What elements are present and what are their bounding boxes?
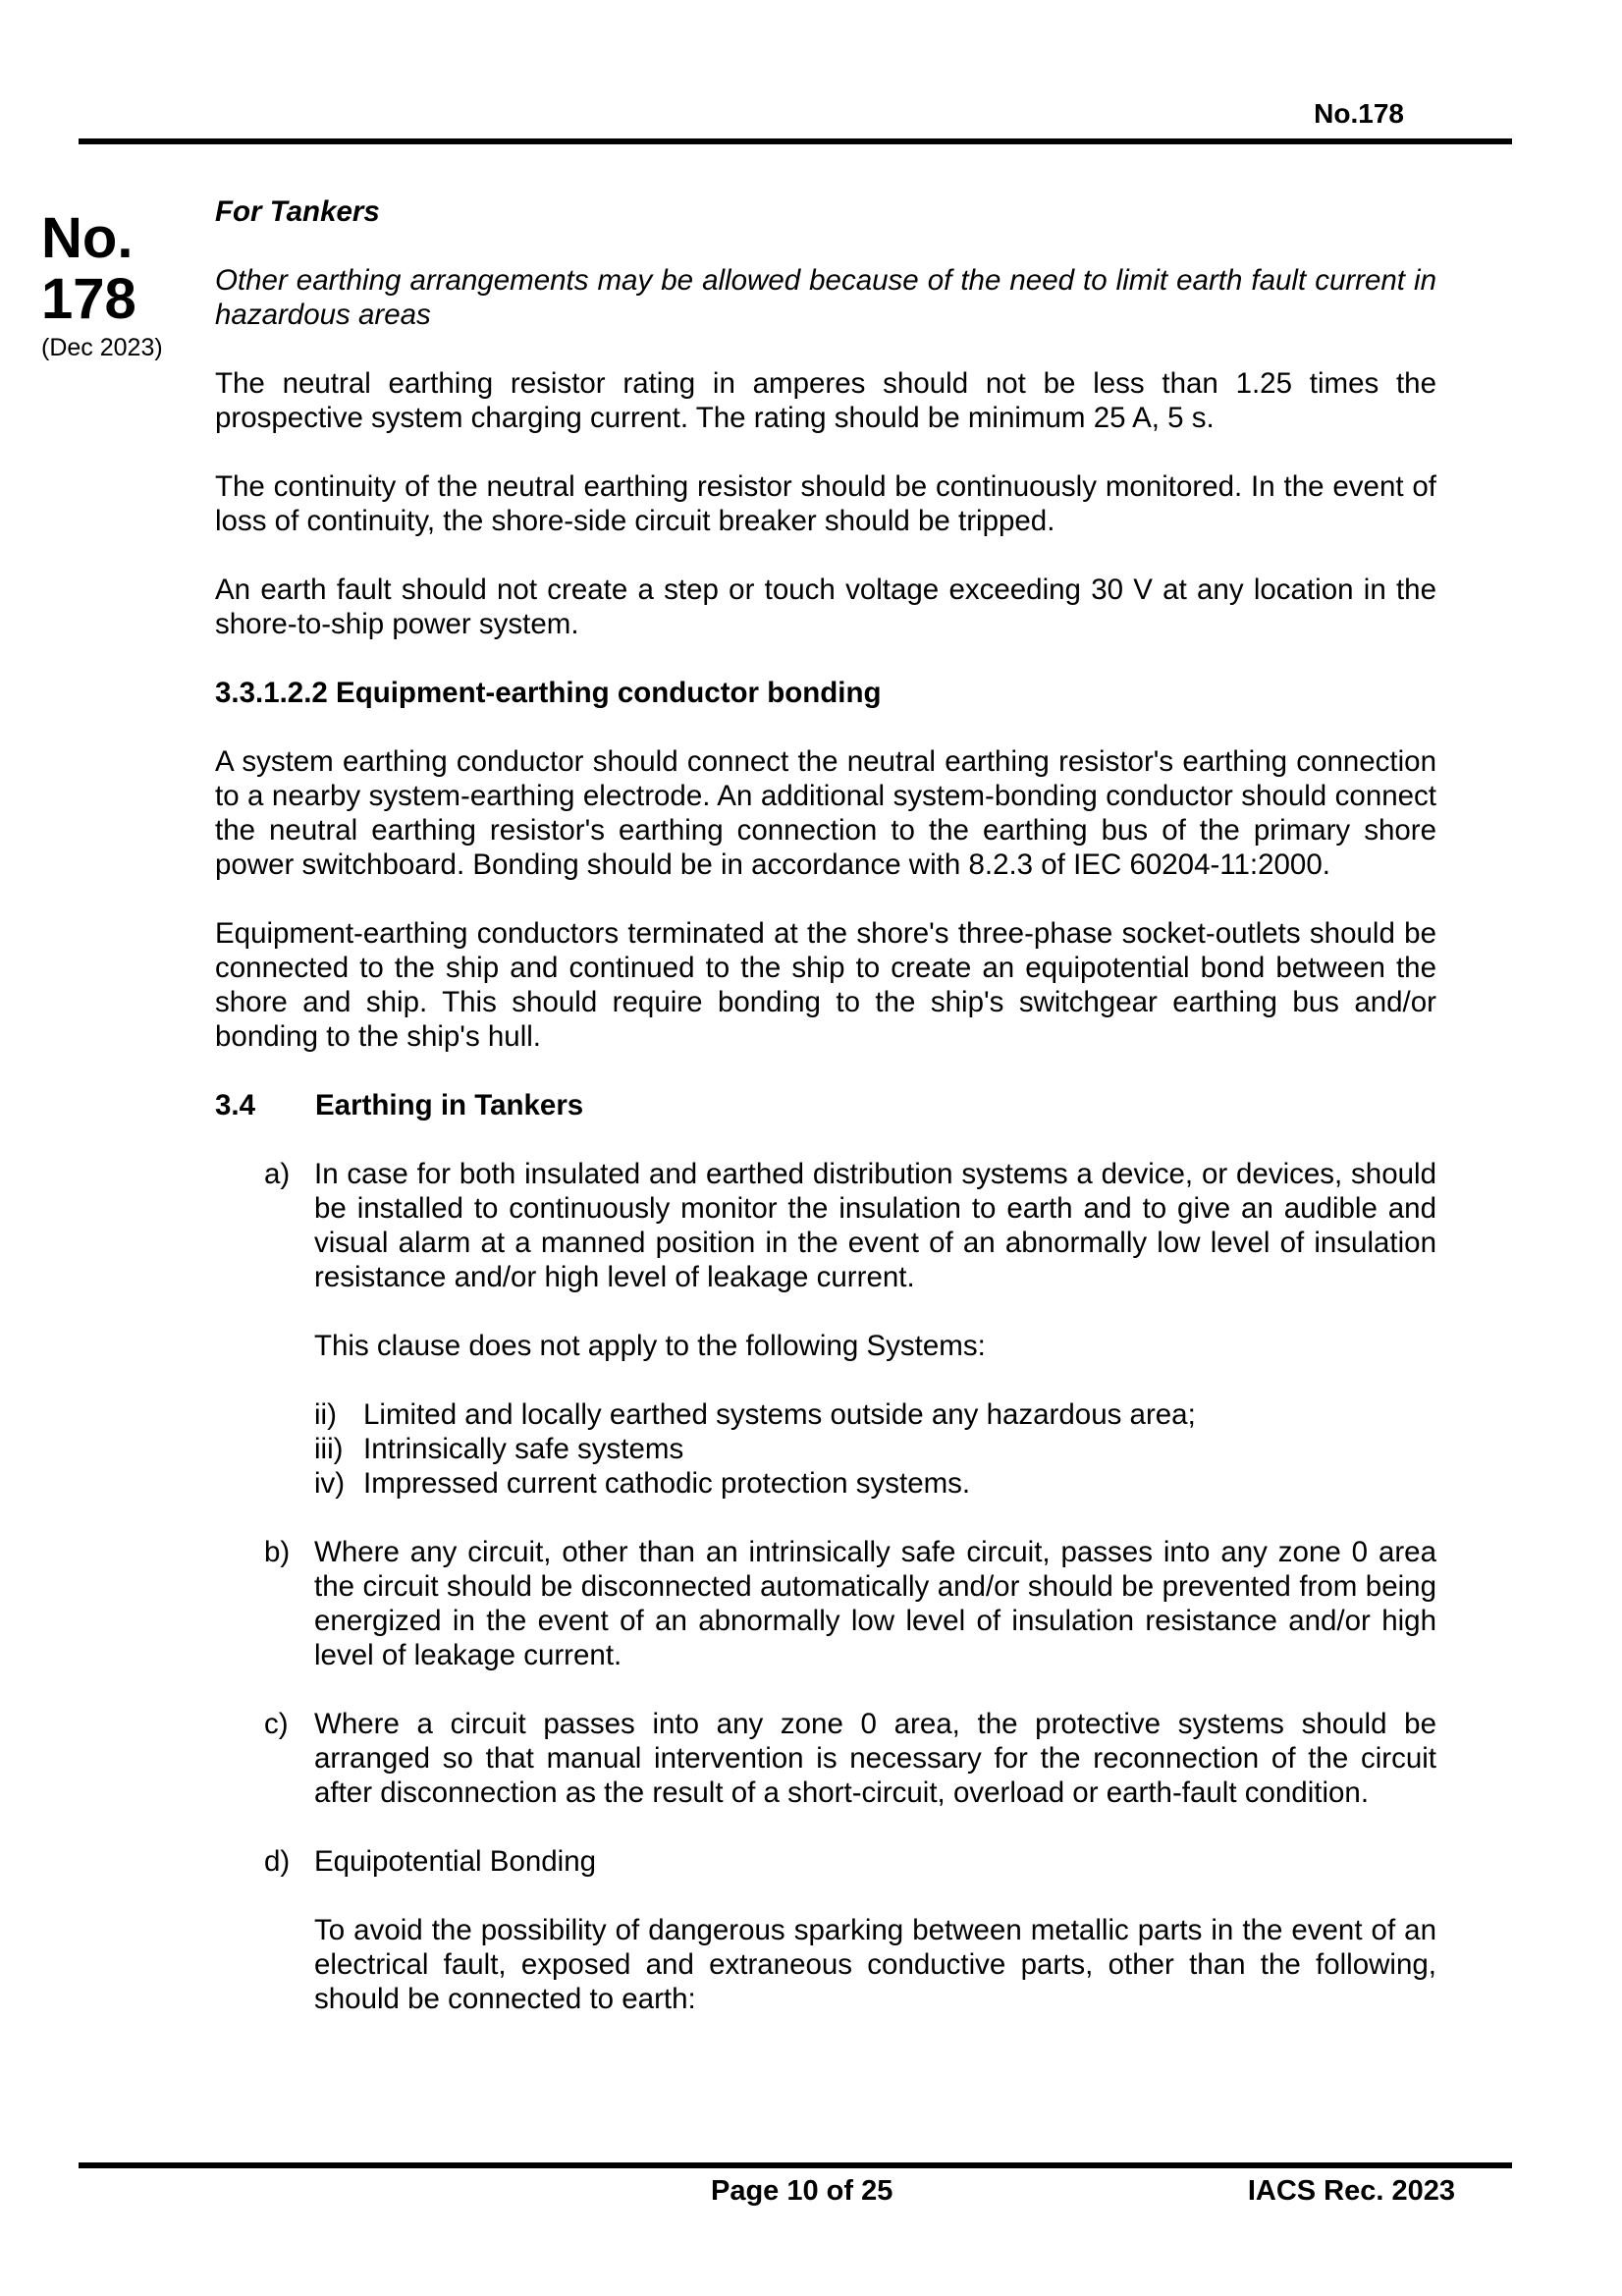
sub-item bbox=[314, 1397, 1436, 1432]
sub-item-marker: ii) bbox=[314, 1398, 337, 1431]
list-item-a bbox=[215, 1157, 1436, 1501]
document-body bbox=[215, 194, 1436, 2050]
sub-item-text: Intrinsically safe systems bbox=[363, 1433, 684, 1465]
section-number: 3.4 bbox=[215, 1089, 256, 1121]
sub-item-text: Limited and locally earthed systems outside any hazardous area; bbox=[363, 1398, 1196, 1431]
list-item-c bbox=[215, 1707, 1436, 1810]
sub-item-marker: iii) bbox=[314, 1433, 344, 1465]
paragraph-resistor-rating: The neutral earthing resistor rating in amperes should not be less than 1.25 times the prospective system charging current. The rating should be minimum 25 A, 5 s. bbox=[215, 367, 1436, 434]
list-item-text: Where any circuit, other than an intrinsically safe circuit, passes into any zone 0 area the circuit should be disconnected automatically and/or should be prevented from being energized in the event of an abnormally low level of insulation resistance and/or high level of leakage current. bbox=[314, 1536, 1436, 1671]
section-title: Earthing in Tankers bbox=[315, 1089, 584, 1121]
sidebar bbox=[41, 208, 163, 363]
requirements-list bbox=[215, 1157, 1436, 2016]
list-marker: b) bbox=[264, 1536, 291, 1568]
subheading-for-tankers: For Tankers bbox=[215, 195, 380, 228]
header-doc-number: No.178 bbox=[1314, 98, 1404, 129]
list-marker: d) bbox=[264, 1845, 291, 1878]
list-item-b bbox=[215, 1535, 1436, 1672]
paragraph-system-earthing: A system earthing conductor should connect the neutral earthing resistor's earthing connection to a nearby system-earthing electrode. An additional system-bonding conductor should connect the neutral earthing resistor's earthing connection to the earthing bus of the primary shore power switchboard. Bonding should be in accordance with 8.2.3 of IEC 60204-11:2000. bbox=[215, 745, 1436, 881]
header-rule bbox=[79, 138, 1512, 144]
paragraph-other-arrangements: Other earthing arrangements may be allowed because of the need to limit earth fault current in hazardous areas bbox=[215, 264, 1436, 331]
sub-item-text: Impressed current cathodic protection systems. bbox=[363, 1467, 971, 1500]
list-item-title: Equipotential Bonding bbox=[314, 1845, 597, 1878]
list-item-d bbox=[215, 1844, 1436, 2016]
sidebar-number: 178 bbox=[41, 267, 136, 331]
list-marker: c) bbox=[264, 1708, 289, 1740]
list-item-text: In case for both insulated and earthed distribution systems a device, or devices, should be installed to continuously monitor the insulation to earth and to give an audible and visual alarm at a manned position in the event of an abnormally low level of insulation resistance and/or high level of leakage current. bbox=[314, 1158, 1436, 1293]
sub-item bbox=[314, 1466, 1436, 1501]
sidebar-date: (Dec 2023) bbox=[41, 334, 163, 361]
exemption-list bbox=[314, 1397, 1436, 1501]
paragraph-continuity: The continuity of the neutral earthing resistor should be continuously monitored. In the event of loss of continuity, the shore-side circuit breaker should be tripped. bbox=[215, 470, 1436, 537]
paragraph-earth-fault: An earth fault should not create a step or touch voltage exceeding 30 V at any location in the shore-to-ship power system. bbox=[215, 574, 1436, 640]
sub-item bbox=[314, 1432, 1436, 1466]
list-item-clause: This clause does not apply to the following Systems: bbox=[314, 1330, 986, 1362]
list-item-text: Where a circuit passes into any zone 0 area, the protective systems should be arranged so that manual intervention is necessary for the reconnection of the circuit after disconnection as the result of a short-circuit, overload or earth-fault condition. bbox=[314, 1708, 1436, 1809]
sub-item-marker: iv) bbox=[314, 1467, 346, 1500]
paragraph-equipment-earthing: Equipment-earthing conductors terminated at the shore's three-phase socket-outlets should be connected to the ship and continued to the ship to create an equipotential bond between the shore and ship. This should require bonding to the ship's switchgear earthing bus and/or bonding to the ship's hull. bbox=[215, 917, 1436, 1053]
sidebar-no-label: No. bbox=[41, 206, 134, 270]
section-heading-3-3-1-2-2: 3.3.1.2.2 Equipment-earthing conductor bonding bbox=[215, 677, 882, 709]
footer-rule bbox=[79, 2162, 1512, 2168]
list-marker: a) bbox=[264, 1158, 291, 1190]
section-heading-3-4 bbox=[215, 1088, 1436, 1122]
list-item-text: To avoid the possibility of dangerous sparking between metallic parts in the event of an electrical fault, exposed and extraneous conductive parts, other than the following, should be connected to earth: bbox=[314, 1914, 1436, 2015]
footer-page-number: Page 10 of 25 bbox=[711, 2175, 893, 2207]
footer-publisher: IACS Rec. 2023 bbox=[1247, 2175, 1455, 2207]
